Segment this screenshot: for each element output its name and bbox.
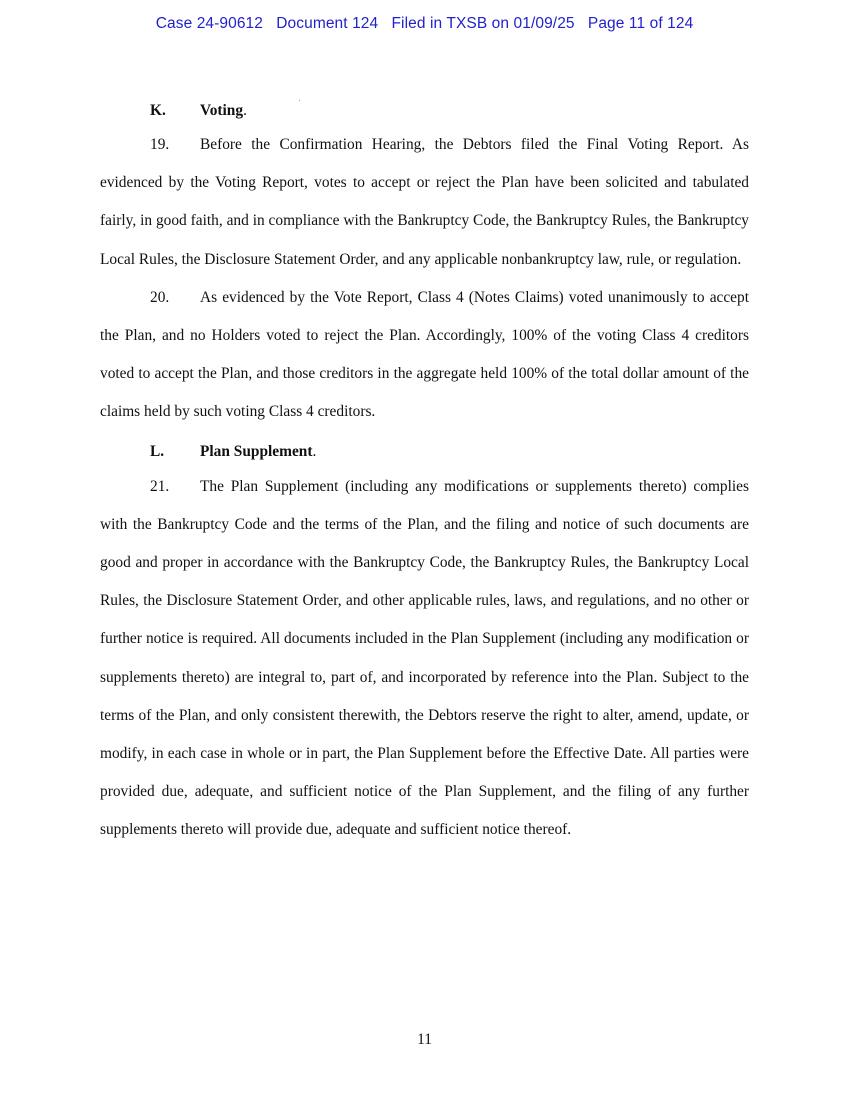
- paragraph-21: [100, 468, 749, 850]
- section-heading-l: [100, 440, 749, 464]
- section-title: Voting.: [200, 102, 247, 119]
- paragraph-number: 21.: [150, 477, 170, 495]
- page-of-total: Page 11 of 124: [587, 15, 694, 32]
- section-letter: L.: [150, 442, 165, 460]
- paragraph-text: As evidenced by the Vote Report, Class 4 (Notes Claims) voted unanimously to accept the Plan, and no Holders voted to reject the Plan. Accordingly, 100% of the voting Class 4 creditors voted to accept the Plan, and those creditors in the aggregate held 100% of the total dollar amount of the claims held by such voting Class 4 creditors.: [100, 288, 749, 421]
- section-letter: K.: [150, 102, 166, 119]
- paragraph-text: Before the Confirmation Hearing, the Debtors filed the Final Voting Report. As evidenced by the Voting Report, votes to accept or reject the Plan have been solicited and tabulated fairly, in good faith, and in compliance with the Bankruptcy Code, the Bankruptcy Rules, the Bankruptcy Local Rules, the Disclosure Statement Order, and any applicable nonbankruptcy law, rule, or regulation.: [100, 136, 749, 268]
- document-number: Document 124: [276, 15, 379, 32]
- section-heading-k: [100, 99, 749, 123]
- section-title: Plan Supplement.: [200, 442, 317, 460]
- case-header: [0, 15, 849, 33]
- paragraph-text: The Plan Supplement (including any modifications or supplements thereto) complies with the Bankruptcy Code and the terms of the Plan, and the filing and notice of such documents are good and proper in accordance with the Bankruptcy Code, the Bankruptcy Rules, the Bankruptcy Local Rules, the Disclosure Statement Order, and other applicable rules, laws, and regulations, and no other or further notice is required. All documents included in the Plan Supplement (including any modification or supplements thereto) are integral to, part of, and incorporated by reference into the Plan. Subject to the terms of the Plan, and only consistent therewith, the Debtors reserve the right to alter, amend, update, or modify, in each case in whole or in part, the Plan Supplement before the Effective Date. All parties were provided due, adequate, and sufficient notice of the Plan Supplement, and the filing of any further supplements thereto will provide due, adequate and sufficient notice thereof.: [100, 477, 749, 839]
- paragraph-number: 19.: [150, 136, 170, 153]
- paragraph-number: 20.: [150, 288, 170, 306]
- filed-date: Filed in TXSB on 01/09/25: [391, 15, 575, 32]
- paragraph-19: [100, 126, 749, 279]
- case-number: Case 24-90612: [155, 15, 263, 32]
- paragraph-20: [100, 279, 749, 432]
- document-body: [100, 99, 749, 850]
- page-number: 11: [417, 1031, 432, 1048]
